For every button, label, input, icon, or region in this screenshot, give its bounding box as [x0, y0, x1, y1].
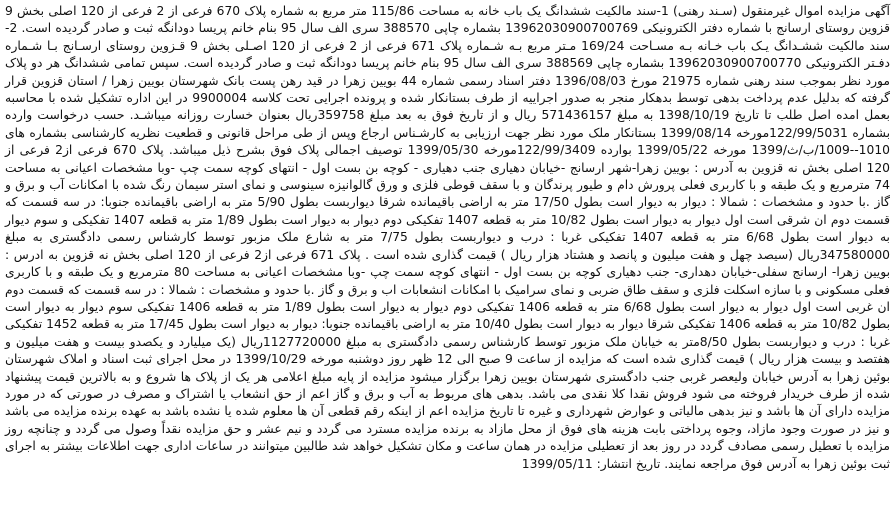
notice-body-text: آگهی مزایده اموال غیرمنقول (سـند رهنی) 1-سند مالکیت ششدانگ یک باب خانه به مساحت 115/86 متر مربع به شماره پلاک 670 فرعی از 2 فرعی از 120 اصلی بخش 9 قزوین روستای ارسانج با شماره دفتر الکترونیکی 13962030900700769 بشماره چاپی 388570 سری الف سال 95 بنام خانم پریسا دودانگه ثبت و صادر گردیده است. 2- سند مالکیت ششـدانگ یـک باب خـانه بـه مسـاحت 169/24 مـتر مربع بـه شـماره پلاک 671 فرعی از 2 فرعی از 120 اصـلی بخش 9 قـزوین روستای ارسـانج بـا شـماره دفـتر الکترونیکی 13962030900700770 بشماره چاپی 388569 سری الف سال 95 بنام خانم پریسا دودانگه ثبت و صادر گردیده است. سپس تمامی ششدانگ هر دو پلاک مورد نظر بموجب سند رهنی شماره 21975 مورخ 1396/08/03 دفتر اسناد رسمی شماره 44 بویین زهرا در قید رهن پست بانک شهرستان بویین زهرا / استان قزوین قرار گرفته که بدلیل عدم پرداخت بدهی توسط بدهکار منجر به صدور اجراییه از طرف بستانکار شده و پرونده اجرایی تحت کلاسه 9900004 در این اداره تشکیل شده با محاسبه بعمل امده اصل طلب تا تاریخ 1398/10/19 به مبلغ 571436157 ریال و از تاریخ فوق به بعد مبلغ 359758ریال بعنوان خسارت روزانه میباشـد. حسب درخواست وارده بشماره 122/99/5031مورخه 1399/08/14 بستانکار ملک مورد نظر جهت ارزیابی به کارشـناس ارجاع وپس از طی مراحل قانونی و قطعیت نظریه کارشناسی بشماره های 1010--1009/ب/ث/1399 مورخه 1399/05/22 بوارده 122/99/3409مورخه 1399/05/30 توصیف اجمالی پلاک فوق بشرح ذیل میباشد. پلاک 670 فرعی از2 فرعی از 120 اصلی بخش نه قزوین به آدرس : بویین زهرا-شهر ارسانج -خیابان دهیاری جنب دهیاری - کوچه بن بست اول - انتهای کوچه سمت چپ -وبا مشخصات اعیانی به مساحت 74 مترمربع و یک طبقه و با کاربری فعلی پرورش دام و طیور پرندگان و با سقف قوطی فلزی و ورق گالوانیزه سینوسی و نمای استر سیمان رنگ شده با امکانات آب و برق و گاز .با حدود و مشخصات : شمالا : دیوار به دیوار است بطول 17/50 متر به اراضی باقیمانده شرقا دیواربست بطول 5/90 متر به اراضی باقیمانده جنوبا: در سه قسمت که قسمت دوم ان شرقی است اول دیوار به دیوار است بطول 10/82 متر به قطعه 1407 تفکیکی دوم دیوار به دیوار است بطول 1/89 متر به قطعه 1407 تفکیکی و سوم دیوار به دیوار است بطول 6/68 متر به قطعه 1407 تفکیکی غربا : درب و دیواربست بطول 7/75 متر به شارع ملک مزبور توسط کارشناس رسمی دادگستری به مبلغ 347580000ریال (سیصد چهل و هفت میلیون و پانصد و هشتاد هزار ریال ) قیمت گذاری شده است . پلاک 671 فرعی از2 فرعی از 120 اصلی بخش نه قزوین به ادرس : بویین زهرا- ارسانج سفلی-خیابان دهداری- جنب دهیاری کوچه بن بست اول - انتهای کوچه سمت چپ -وبا مشخصات اعیانی به مساحت 80 مترمربع و یک طبقه و با کاربری فعلی مسکونی و با سازه اسکلت فلزی و سقف طاق ضربی و نمای سرامیک با امکانات انشعابات اب و برق و گاز .با حدود و مشخصات : شمالا : در سه قسمت که قسمت دوم ان غربی است اول دیوار به دیوار است بطول 6/68 متر به قطعه 1406 تفکیکی دوم دیوار به دیوار است بطول 1/89 متر به قطعه 1406 تفکیکی سوم دیوار به دیوار است بطول 10/82 متر به قطعه 1406 تفکیکی شرقا دیوار به دیوار است بطول 10/40 متر به اراضی باقیمانده جنوبا: دیوار به دیوار است بطول 17/45 متر به قطعه 1452 تفکیکی غربا : درب و دیواربست بطول 8/50متر به خیابان ملک مزبور توسط کارشناس رسمی دادگستری به مبلغ 1127720000ریال (یک میلیارد و یکصدو بیست و هفت میلیون و هفتصد و بیست هزار ریال ) قیمت گذاری شده است که مزایده از ساعت 9 صبح الی 12 ظهر روز دوشنبه مورخه 1399/10/29 در محل اجرای ثبت اسناد و املاک شهرستان بوئین زهرا به آدرس خیابان ولیعصر غربی جنب دادگستری شهرستان بویین زهرا برگزار میشود مزایده از پایه مبلغ اعلامی هر یک از پلاک ها شروع و به بالاترین قیمت پیشنهاد شده از طرف خریدار فروخته می شود فروش نقدا کلا نقدی می باشد. بدهی های مربوط به آب و برق و گاز اعم از حق انشعاب یا اشتراک و مصرف در صورتی که در مورد مزایده دارای آن ها باشد و نیز بدهی مالیاتی و عوارض شهرداری و غیره تا تاریخ مزایده اعم از اینکه رقم قطعی آن ها معلوم شده یا نشده باشد به عهده برنده مزایده می باشد و نیز در صورت وجود مازاد، وجوه پرداختی بابت هزینه های فوق از محل مازاد به برنده مزایده مسترد می گردد و نیم عشر و حق مزایده نقداً وصول می گردد و چنانچه روز مزایده با تعطیل رسمی مصادف گردد در روز بعد از تعطیلی مزایده در همان ساعت و مکان تشکیل خواهد شد طالبین میتوانند در ساعات اداری جهت اطلاعات بیشتر به اجرای ثبت بوئین زهرا به آدرس فوق مراجعه نمایند. — [5, 4, 891, 471]
publish-date: تاریخ انتشار: 1399/05/11 — [521, 456, 661, 471]
